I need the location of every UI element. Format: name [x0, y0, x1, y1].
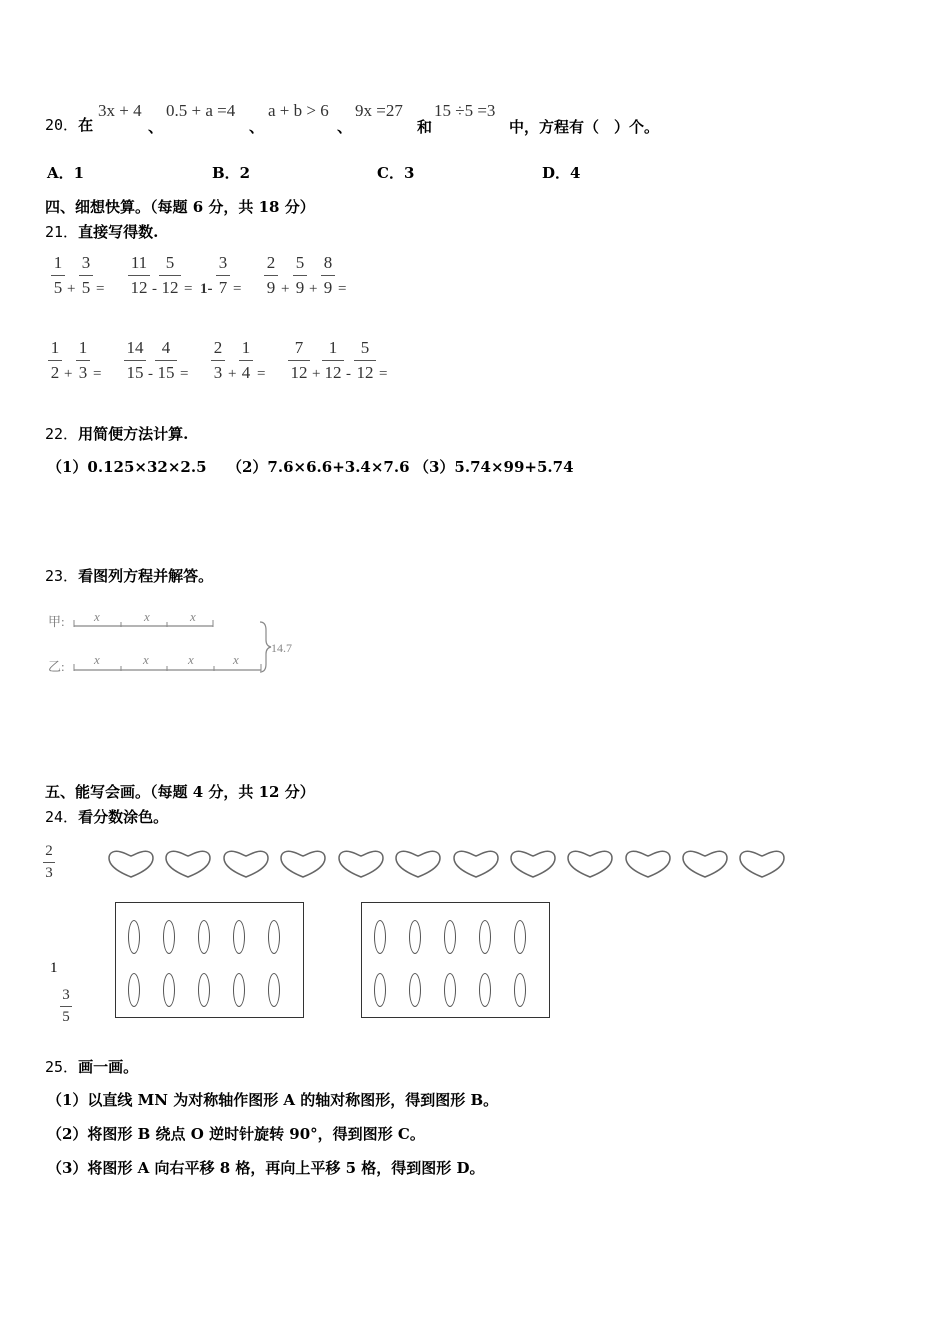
r2-e4-frac-3: 5 12	[353, 338, 377, 383]
yi-x-2: x	[143, 652, 149, 667]
segment-diagram	[40, 600, 320, 685]
heart-2	[166, 851, 210, 877]
r1-e2-frac-2: 5 12	[158, 253, 182, 298]
r1-e2-op-1: -	[152, 281, 157, 297]
q24-whole-1: 1	[50, 960, 58, 976]
r2-e2-frac-1: 14 15	[123, 338, 147, 383]
oval	[128, 973, 140, 1007]
heart-1	[109, 851, 153, 877]
question-20	[45, 114, 93, 135]
r2-e3-frac-2: 1 4	[238, 338, 254, 383]
question-25	[45, 1056, 138, 1077]
oval	[374, 920, 386, 954]
oval	[268, 920, 280, 954]
r2-e4-op-2: -	[346, 366, 351, 382]
r2-e2-eq: =	[180, 366, 189, 382]
label-yi: 乙:	[48, 659, 65, 674]
q20-prefix: 在	[78, 116, 94, 134]
q20-and: 和	[417, 118, 433, 136]
yi-x-4: x	[233, 652, 239, 667]
r1-e4-frac-1: 2 9	[263, 253, 279, 298]
q21-number: 21．	[45, 223, 79, 241]
total-value: 14.7	[271, 641, 292, 655]
r2-e4-frac-1: 7 12	[287, 338, 311, 383]
section-4-title: 四、细想快算。（每题 6 分，共 18 分）	[45, 198, 315, 216]
section-5-title: 五、能写会画。（每题 4 分，共 12 分）	[45, 783, 315, 801]
question-22	[45, 423, 188, 444]
heart-4	[281, 851, 325, 877]
r1-e4-op-2: +	[309, 281, 318, 297]
jia-x-1: x	[94, 609, 100, 624]
q21-title: 直接写得数.	[78, 223, 159, 241]
label-jia: 甲:	[48, 614, 65, 629]
yi-x-3: x	[188, 652, 194, 667]
q22-title: 用简便方法计算.	[78, 425, 189, 443]
r1-e4-frac-2: 5 9	[292, 253, 308, 298]
question-23	[45, 565, 213, 586]
q25-number: 25．	[45, 1058, 79, 1076]
r1-e2-frac-1: 11 12	[127, 253, 151, 298]
heart-11	[683, 851, 727, 877]
r2-e3-op-1: +	[228, 366, 237, 382]
oval	[479, 920, 491, 954]
q22-item-2: （2）7.6×6.6+3.4×7.6	[227, 458, 410, 476]
oval	[409, 920, 421, 954]
oval-box-1	[115, 902, 304, 1018]
r1-e1-eq: =	[96, 281, 105, 297]
heart-12	[740, 851, 784, 877]
oval	[479, 973, 491, 1007]
q20-option-d: D．4	[542, 164, 581, 182]
r1-e4-op-1: +	[281, 281, 290, 297]
oval	[233, 973, 245, 1007]
yi-x-1: x	[94, 652, 100, 667]
q22-item-3: （3）5.74×99+5.74	[414, 458, 574, 476]
q20-expr-2: 0.5 + a =4	[166, 101, 236, 120]
oval	[198, 973, 210, 1007]
heart-6	[396, 851, 440, 877]
q20-option-a: A．1	[47, 164, 85, 182]
r1-e1-frac-2: 3 5	[78, 253, 94, 298]
oval	[163, 973, 175, 1007]
r2-e3-frac-1: 2 3	[210, 338, 226, 383]
oval	[233, 920, 245, 954]
heart-8	[511, 851, 555, 877]
q24-fraction-3-5: 3 5	[59, 987, 73, 1026]
q20-sep-1: 、	[148, 118, 164, 136]
r1-e1-op-1: +	[67, 281, 76, 297]
q25-item-2: （2）将图形 B 绕点 O 逆时针旋转 90°，得到图形 C。	[47, 1125, 425, 1143]
q23-number: 23．	[45, 567, 79, 585]
jia-x-3: x	[190, 609, 196, 624]
r2-e4-eq: =	[379, 366, 388, 382]
heart-9	[568, 851, 612, 877]
q20-option-c: C．3	[377, 164, 415, 182]
r1-e3-frac-1: 3 7	[215, 253, 231, 298]
question-21	[45, 221, 158, 242]
q20-expr-4: 9x =27	[355, 101, 403, 120]
q24-title: 看分数涂色。	[78, 808, 169, 826]
brace	[260, 622, 271, 672]
oval	[268, 973, 280, 1007]
r2-e1-eq: =	[93, 366, 102, 382]
heart-7	[454, 851, 498, 877]
oval	[444, 920, 456, 954]
q25-title: 画一画。	[78, 1058, 139, 1076]
oval	[409, 973, 421, 1007]
q25-item-1: （1）以直线 MN 为对称轴作图形 A 的轴对称图形，得到图形 B。	[47, 1091, 499, 1109]
q20-option-b: B．2	[212, 164, 251, 182]
oval	[514, 920, 526, 954]
r2-e2-op-1: -	[148, 366, 153, 382]
r2-e2-frac-2: 4 15	[154, 338, 178, 383]
heart-3	[224, 851, 268, 877]
q22-item-1: （1）0.125×32×2.5	[47, 458, 207, 476]
oval	[514, 973, 526, 1007]
q24-fraction-2-3: 2 3	[42, 843, 56, 882]
r2-e1-frac-1: 1 2	[47, 338, 63, 383]
heart-5	[339, 851, 383, 877]
oval	[198, 920, 210, 954]
oval	[444, 973, 456, 1007]
r1-e1-frac-1: 1 5	[50, 253, 66, 298]
r2-e3-eq: =	[257, 366, 266, 382]
question-24	[45, 806, 168, 827]
q20-number: 20．	[45, 116, 79, 134]
oval-box-2	[361, 902, 550, 1018]
oval	[128, 920, 140, 954]
r1-e3-whole: 1-	[200, 281, 213, 297]
jia-x-2: x	[144, 609, 150, 624]
q20-suffix: 中，方程有（ ）个。	[509, 118, 660, 136]
q23-title: 看图列方程并解答。	[78, 567, 214, 585]
q24-number: 24．	[45, 808, 79, 826]
q20-expr-1: 3x + 4	[98, 101, 142, 120]
q20-expr-5: 15 ÷5 =3	[434, 101, 496, 120]
q20-sep-2: 、	[249, 118, 265, 136]
r1-e3-eq: =	[233, 281, 242, 297]
r1-e4-frac-3: 8 9	[320, 253, 336, 298]
r2-e1-frac-2: 1 3	[75, 338, 91, 383]
r2-e4-op-1: +	[312, 366, 321, 382]
r1-e2-eq: =	[184, 281, 193, 297]
q20-expr-3: a + b > 6	[268, 101, 329, 120]
hearts-row	[100, 845, 800, 885]
q25-item-3: （3）将图形 A 向右平移 8 格，再向上平移 5 格，得到图形 D。	[47, 1159, 485, 1177]
heart-10	[626, 851, 670, 877]
oval	[374, 973, 386, 1007]
oval	[163, 920, 175, 954]
r2-e4-frac-2: 1 12	[321, 338, 345, 383]
r1-e4-eq: =	[338, 281, 347, 297]
r2-e1-op-1: +	[64, 366, 73, 382]
q20-sep-3: 、	[337, 118, 353, 136]
q22-number: 22．	[45, 425, 79, 443]
